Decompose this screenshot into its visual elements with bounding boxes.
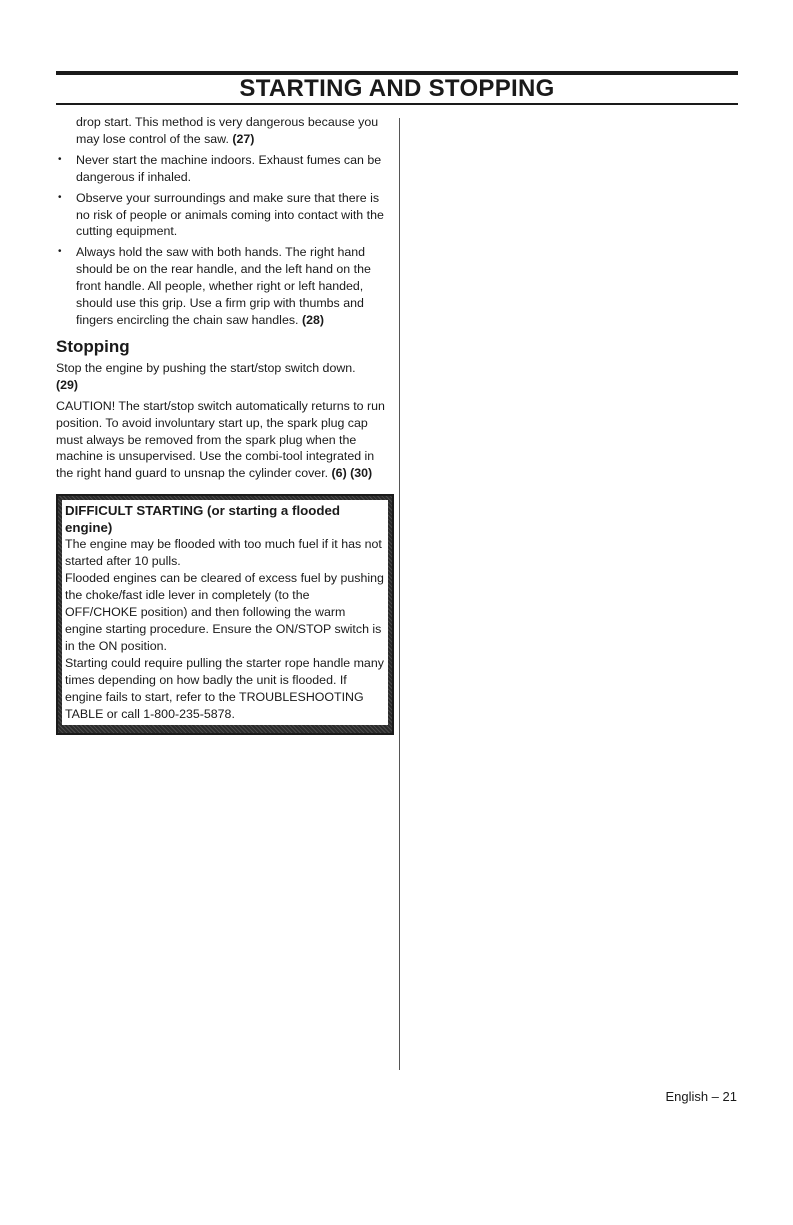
bullet-item: [56, 244, 394, 329]
notice-paragraph: Flooded engines can be cleared of excess fuel by pushing the choke/fast idle lever in completely (to the OFF/CHOKE position) and then following the warm engine starting procedure. Ensure the ON/STOP switch is in the ON position.: [65, 571, 384, 654]
difficult-starting-notice: [56, 494, 394, 735]
continuation-paragraph: [56, 114, 394, 148]
stopping-text: Stop the engine by pushing the start/stop switch down.: [56, 360, 356, 375]
bullet-text: Observe your surroundings and make sure that there is no risk of people or animals coming into contact with the cutting equipment.: [76, 190, 384, 239]
figure-ref: (28): [301, 312, 324, 327]
continuation-text: drop start. This method is very dangerous because you may lose control of the saw.: [76, 115, 379, 146]
bullet-item: [56, 190, 394, 241]
safety-bullet-list: [56, 152, 394, 329]
notice-title: DIFFICULT STARTING (or starting a flooded engine): [65, 503, 341, 536]
figure-ref: (29): [56, 377, 79, 392]
notice-paragraph: The engine may be flooded with too much fuel if it has not started after 10 pulls.: [65, 537, 382, 569]
left-column: [56, 114, 394, 735]
bullet-text: Never start the machine indoors. Exhaust fumes can be dangerous if inhaled.: [76, 152, 382, 184]
figure-ref: (27): [232, 131, 255, 146]
caution-text: CAUTION! The start/stop switch automatically returns to run position. To avoid involuntary start up, the spark plug cap must always be removed from the spark plug when the machine is unsupervised. Use the combi-tool integrated in the right hand guard to unsnap the cylinder cover.: [56, 398, 385, 481]
page-title: STARTING AND STOPPING: [239, 75, 555, 102]
bullet-item: [56, 152, 394, 186]
column-divider: [399, 118, 400, 1070]
figure-ref: (6) (30): [331, 466, 373, 481]
notice-content: [62, 500, 388, 725]
stopping-paragraph: [56, 360, 394, 394]
bullet-text: Always hold the saw with both hands. The right hand should be on the rear handle, and the left hand on the front handle. All people, whether right or left handed, should use this grip. Use a firm grip with thumbs and fingers encircling the chain saw handles.: [76, 245, 371, 327]
notice-paragraph: Starting could require pulling the starter rope handle many times depending on how badly the unit is flooded. If engine fails to start, refer to the TROUBLESHOOTING TABLE or call 1-800-235-5878.: [65, 656, 384, 722]
section-heading-stopping: Stopping: [56, 336, 130, 356]
page-number: English – 21: [665, 1089, 737, 1104]
caution-paragraph: [56, 398, 394, 483]
header-bottom-rule: [56, 103, 738, 105]
